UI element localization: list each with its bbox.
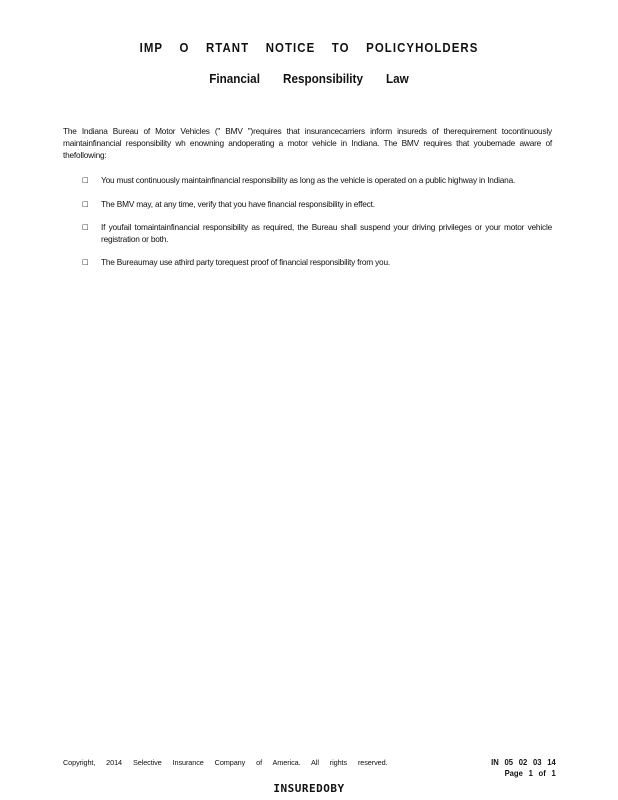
- intro-paragraph: The Indiana Bureau of Motor Vehicles (" BMV ")requires that insurancecarriers inform insureds of therequirement tocontinuously maintainfinancial responsibility wh enowning andoperating a motor vehicle in Indiana. The BMV requires that youbemade aware of thefollowing:: [63, 126, 552, 160]
- list-item-text: If youfail tomaintainfinancial responsibility as required, the Bureau shall suspend your driving privileges or your motor vehicle registration or both.: [101, 222, 552, 244]
- list-item-text: The Bureaumay use athird party torequest proof of financial responsibility from you.: [101, 257, 390, 267]
- notice-subtitle: Financial Responsibility Law: [209, 71, 409, 86]
- list-item: [82, 222, 552, 245]
- watermark-stamp: INSUREDOBY: [273, 782, 345, 795]
- list-item: [82, 257, 552, 269]
- list-item: [82, 175, 552, 187]
- form-number: IN 05 02 03 14: [491, 757, 556, 767]
- notice-title: IMP O RTANT NOTICE TO POLICYHOLDERS: [139, 40, 479, 55]
- list-item-text: The BMV may, at any time, verify that you have financial responsibility in effect.: [101, 198, 375, 209]
- checkbox-bullet-icon: □: [82, 258, 89, 266]
- checkbox-bullet-icon: □: [82, 199, 89, 208]
- list-item: [82, 199, 552, 211]
- list-item-text: You must continuously maintainfinancial responsibility as long as the vehicle is operated on a public highway in Indiana.: [101, 175, 516, 185]
- requirements-list: [82, 175, 552, 281]
- form-info: [491, 757, 556, 779]
- checkbox-bullet-icon: □: [82, 176, 89, 184]
- page-number: Page 1 of 1: [504, 768, 556, 778]
- checkbox-bullet-icon: □: [82, 223, 89, 231]
- copyright-text: Copyright, 2014 Selective Insurance Company of America. All rights reserved.: [63, 758, 388, 767]
